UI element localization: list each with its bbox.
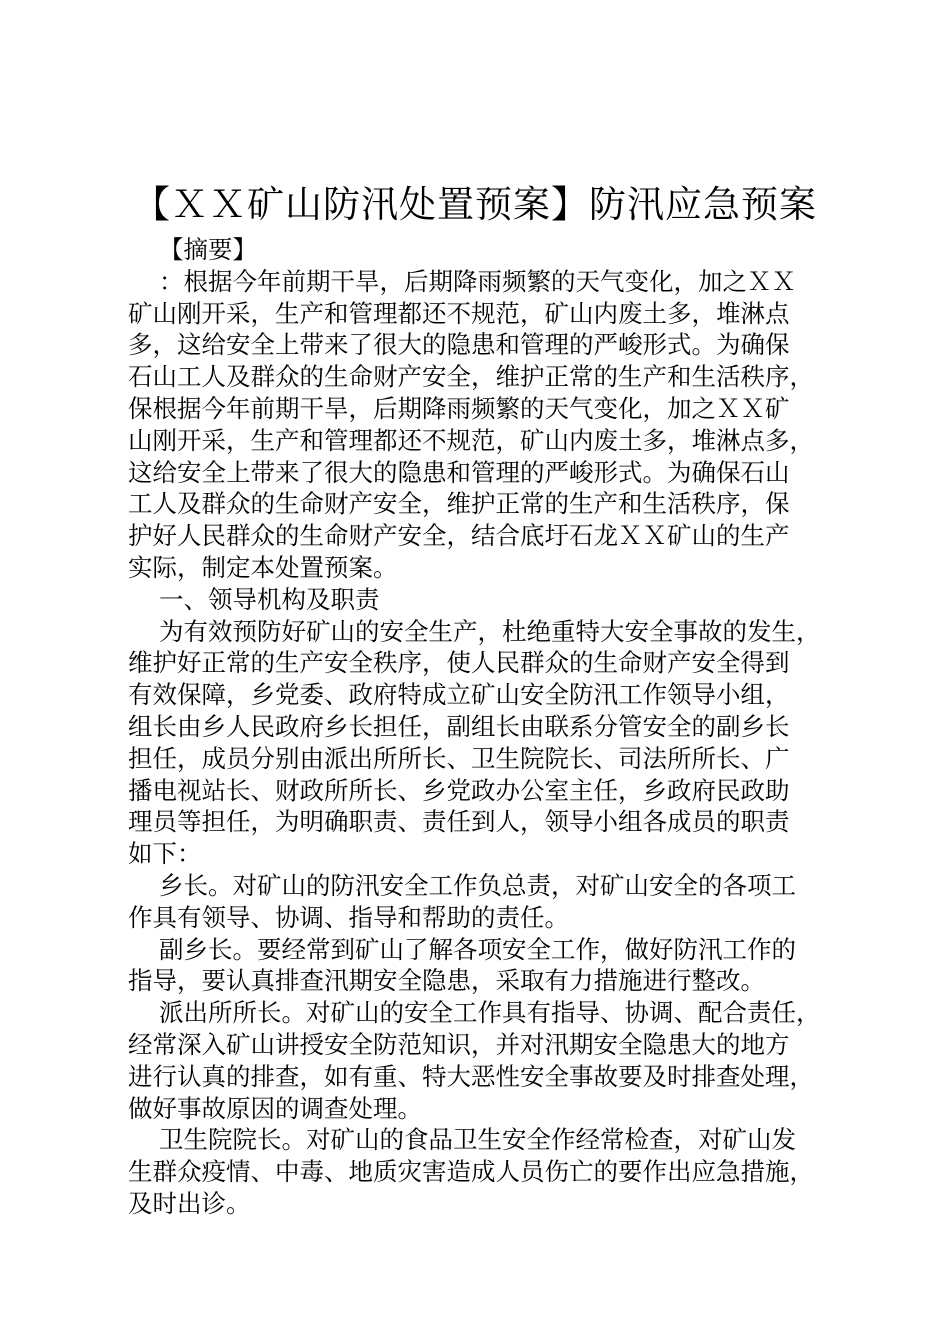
text-line: 工人及群众的生命财产安全，维护正常的生产和生活秩序，保 [128, 489, 790, 519]
text-line: 石山工人及群众的生命财产安全，维护正常的生产和生活秩序， [128, 362, 814, 392]
text-line: 为有效预防好矿山的安全生产，杜绝重特大安全事故的发生， [159, 616, 821, 646]
document-title: 【ＸＸ矿山防汛处置预案】防汛应急预案 [133, 183, 817, 226]
text-line: 如下： [128, 839, 202, 869]
text-line: 进行认真的排查，如有重、特大恶性安全事故要及时排查处理， [128, 1061, 814, 1091]
text-line: 护好人民群众的生命财产安全，结合底圩石龙ＸＸ矿山的生产 [128, 521, 790, 551]
text-line: 及时出诊。 [128, 1188, 251, 1218]
text-line: 播电视站长、财政所所长、乡党政办公室主任，乡政府民政助 [128, 775, 790, 805]
document-body [128, 234, 858, 1220]
text-line: 副乡长。要经常到矿山了解各项安全工作，做好防汛工作的 [159, 934, 796, 964]
text-line: 一、领导机构及职责 [159, 584, 380, 614]
text-line: 实际，制定本处置预案。 [128, 552, 398, 582]
text-line: 担任，成员分别由派出所所长、卫生院院长、司法所所长、广 [128, 743, 790, 773]
text-line: 经常深入矿山讲授安全防范知识，并对汛期安全隐患大的地方 [128, 1029, 790, 1059]
text-line: 有效保障，乡党委、政府特成立矿山安全防汛工作领导小组， [128, 680, 790, 710]
text-line: 这给安全上带来了很大的隐患和管理的严峻形式。为确保石山 [128, 457, 790, 487]
text-line: 指导，要认真排查汛期安全隐患，采取有力措施进行整改。 [128, 966, 765, 996]
text-line: 维护好正常的生产安全秩序，使人民群众的生命财产安全得到 [128, 648, 790, 678]
text-line: 生群众疫情、中毒、地质灾害造成人员伤亡的要作出应急措施， [128, 1157, 814, 1187]
text-line: 多，这给安全上带来了很大的隐患和管理的严峻形式。为确保 [128, 330, 790, 360]
text-line: 做好事故原因的调查处理。 [128, 1093, 422, 1123]
text-line: 卫生院院长。对矿山的食品卫生安全作经常检查，对矿山发 [159, 1125, 796, 1155]
text-line: 保根据今年前期干旱，后期降雨频繁的天气变化，加之ＸＸ矿 [128, 393, 790, 423]
text-line: 【摘要】 [159, 235, 257, 264]
text-line: 派出所所长。对矿山的安全工作具有指导、协调、配合责任， [159, 998, 821, 1028]
text-line: 山刚开采，生产和管理都还不规范，矿山内废土多，堆淋点多， [128, 425, 814, 455]
text-line: 组长由乡人民政府乡长担任，副组长由联系分管安全的副乡长 [128, 711, 790, 741]
text-line: 矿山刚开采，生产和管理都还不规范，矿山内废土多，堆淋点 [128, 298, 790, 328]
text-line: 理员等担任，为明确职责、责任到人，领导小组各成员的职责 [128, 807, 790, 837]
text-line: 作具有领导、协调、指导和帮助的责任。 [128, 902, 569, 932]
text-line: ：根据今年前期干旱，后期降雨频繁的天气变化，加之ＸＸ [159, 266, 796, 296]
text-line: 乡长。对矿山的防汛安全工作负总责，对矿山安全的各项工 [159, 870, 796, 900]
